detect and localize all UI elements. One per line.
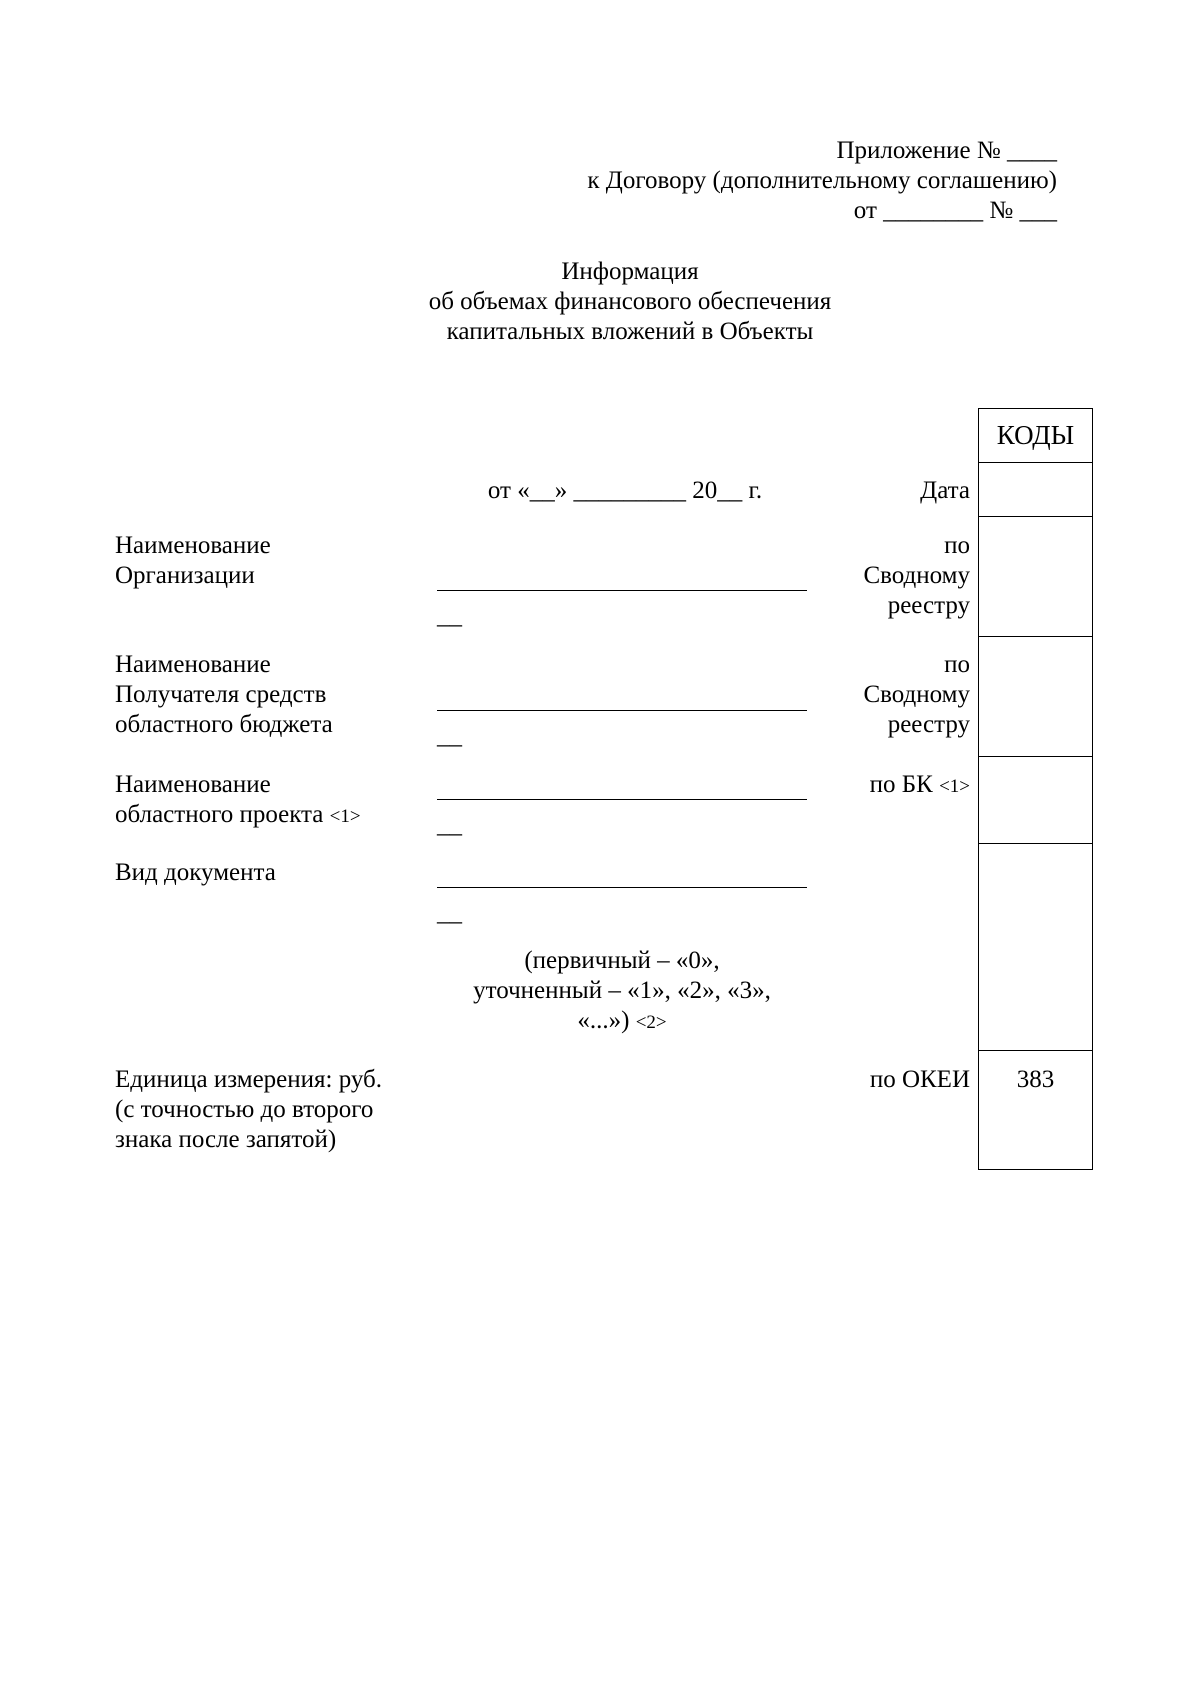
codes-divider bbox=[978, 516, 1093, 517]
unit-label-3: знака после запятой) bbox=[115, 1126, 337, 1153]
document-subtitle-2: капитальных вложений в Объекты bbox=[446, 318, 814, 345]
recipient-code-label-2: Сводному bbox=[863, 681, 970, 708]
doc-type-field[interactable] bbox=[437, 887, 807, 888]
codes-divider bbox=[978, 462, 1093, 463]
recipient-label-2: Получателя средств bbox=[115, 681, 327, 708]
codes-divider bbox=[978, 843, 1093, 844]
codes-divider bbox=[978, 756, 1093, 757]
recipient-label-1: Наименование bbox=[115, 651, 271, 678]
okei-code-value: 383 bbox=[1016, 1066, 1055, 1093]
org-label-2: Организации bbox=[115, 562, 255, 589]
okei-code-label: по ОКЕИ bbox=[869, 1066, 970, 1093]
org-name-field-tail: __ bbox=[437, 602, 462, 629]
codes-divider bbox=[978, 1050, 1093, 1051]
project-label-1: Наименование bbox=[115, 771, 271, 798]
org-label: Наименование bbox=[115, 532, 271, 559]
codes-header: КОДЫ bbox=[996, 420, 1075, 450]
doc-type-label: Вид документа bbox=[115, 859, 276, 886]
project-label-2 bbox=[115, 798, 361, 833]
recipient-label-3: областного бюджета bbox=[115, 711, 333, 738]
codes-column bbox=[978, 408, 1093, 1170]
doc-type-field-tail: __ bbox=[437, 899, 462, 926]
org-code-label-3: реестру bbox=[887, 592, 970, 619]
project-code-text: по БК bbox=[869, 771, 933, 798]
doc-type-hint-1: (первичный – «0», bbox=[524, 947, 720, 974]
date-code-label: Дата bbox=[920, 477, 970, 504]
org-code-label-1: по bbox=[944, 532, 970, 559]
recipient-name-field[interactable] bbox=[437, 710, 807, 711]
footnote-ref-1: <1> bbox=[329, 806, 361, 827]
appendix-number: Приложение № ____ bbox=[836, 137, 1057, 164]
project-name-field-tail: __ bbox=[437, 811, 462, 838]
project-code-label bbox=[870, 768, 970, 803]
unit-label-1: Единица измерения: руб. bbox=[115, 1066, 383, 1093]
project-name-field[interactable] bbox=[437, 799, 807, 800]
footnote-ref-2: <2> bbox=[635, 1012, 667, 1033]
doc-type-hint-3 bbox=[437, 1004, 807, 1039]
org-name-field[interactable] bbox=[437, 590, 807, 591]
doc-type-hint-2: уточненный – «1», «2», «3», bbox=[473, 977, 771, 1004]
doc-type-hint-3-text: «...») bbox=[577, 1007, 630, 1034]
document-subtitle-1: об объемах финансового обеспечения bbox=[428, 288, 832, 315]
footnote-ref-1: <1> bbox=[939, 776, 970, 797]
contract-date-number: от ________ № ___ bbox=[853, 197, 1057, 224]
org-code-label-2: Сводному bbox=[863, 562, 970, 589]
unit-label-2: (с точностью до второго bbox=[115, 1096, 374, 1123]
contract-reference: к Договору (дополнительному соглашению) bbox=[587, 167, 1057, 194]
recipient-name-field-tail: __ bbox=[437, 722, 462, 749]
recipient-code-label-1: по bbox=[944, 651, 970, 678]
document-title: Информация bbox=[561, 258, 699, 285]
codes-divider bbox=[978, 636, 1093, 637]
project-label-2-text: областного проекта bbox=[115, 801, 324, 828]
report-date-line: от «__» _________ 20__ г. bbox=[487, 477, 763, 504]
recipient-code-label-3: реестру bbox=[887, 711, 970, 738]
